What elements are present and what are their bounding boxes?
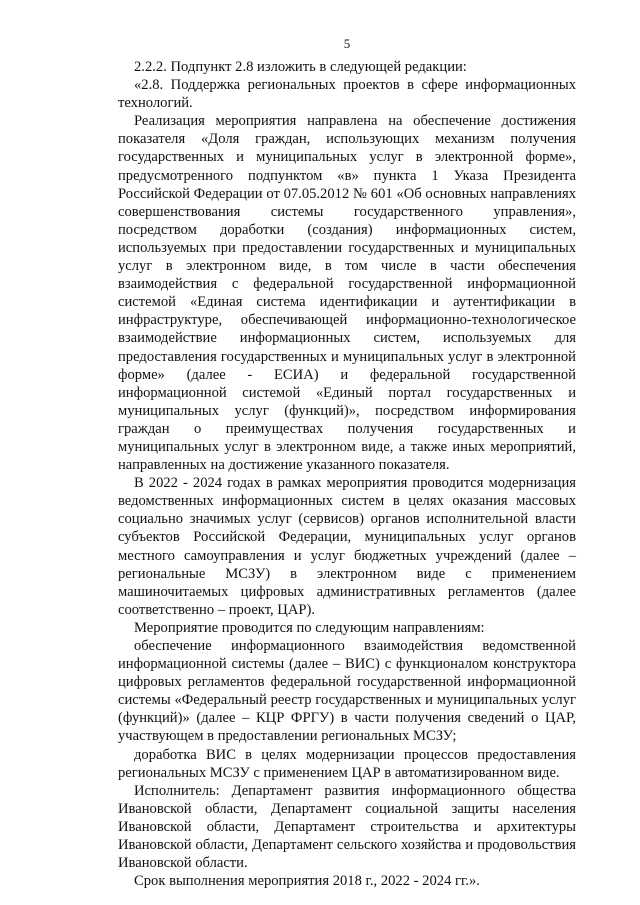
- paragraph-subclause-intro: 2.2.2. Подпункт 2.8 изложить в следующей редакции:: [134, 59, 467, 75]
- paragraph-directions-intro: Мероприятие проводится по следующим направлениям:: [134, 619, 485, 636]
- paragraph-subclause-title: «2.8. Поддержка региональных проектов в сфере информационных технологий.: [118, 77, 576, 112]
- paragraph-deadline: Срок выполнения мероприятия 2018 г., 2022 - 2024 гг.».: [134, 873, 480, 890]
- paragraph-modernization: В 2022 - 2024 годах в рамках мероприятия проводится модернизация ведомственных информационных систем в целях оказания массовых социально значимых услуг (сервисов) органов исполнительной власти субъектов Российской Федерации, муниципальных услуг органов местного самоуправления и услуг бюджетных учреждений (далее – региональные МСЗУ) в электронном виде с применением машиночитаемых цифровых административных регламентов (далее соответственно – проект, ЦАР).: [118, 475, 576, 618]
- paragraph-implementation: Реализация мероприятия направлена на обеспечение достижения показателя «Доля граждан, использующих механизм получения государственных и муниципальных услуг в электронной форме», предусмотренного подпунктом «в» пункта 1 Указа Президента Российской Федерации от 07.05.2012 № 601 «Об основных направлениях совершенствования системы государственного управления», посредством доработки (создания) информационных систем, используемых при предоставлении государственных и муниципальных услуг в электронном виде, в том числе в части обеспечения взаимодействия с федеральной государственной информационной системой «Единая система идентификации и аутентификации в инфраструктуре, обеспечивающей информационно-технологическое взаимодействие информационных систем, используемых для предоставления государственных и муниципальных услуг в электронной форме» (далее - ЕСИА) и федеральной государственной информационной системой «Единый портал государственных и муниципальных услуг (функций)», посредством информирования граждан о преимуществах получения государственных и муниципальных услуг в электронном виде, а также иных мероприятий, направленных на достижение указанного показателя.: [118, 113, 576, 474]
- paragraph-direction-interaction: обеспечение информационного взаимодействия ведомственной информационной системы (далее – ВИС) с функционалом конструктора цифровых регламентов федеральной государственной информационной системы «Федеральный реестр государственных и муниципальных услуг (функций)» (далее – КЦР ФРГУ) в части получения сведений о ЦАР, участвующем в предоставлении региональных МСЗУ;: [118, 638, 576, 745]
- paragraph-direction-refinement: доработка ВИС в целях модернизации процессов предоставления региональных МСЗУ с применением ЦАР в автоматизированном виде.: [118, 746, 576, 781]
- page-number: 5: [343, 36, 351, 51]
- paragraph-executor: Исполнитель: Департамент развития информационного общества Ивановской области, Департамент социальной защиты населения Ивановской области, Департамент строительства и архитектуры Ивановской области, Департамент сельского хозяйства и продовольствия Ивановской области.: [118, 782, 576, 872]
